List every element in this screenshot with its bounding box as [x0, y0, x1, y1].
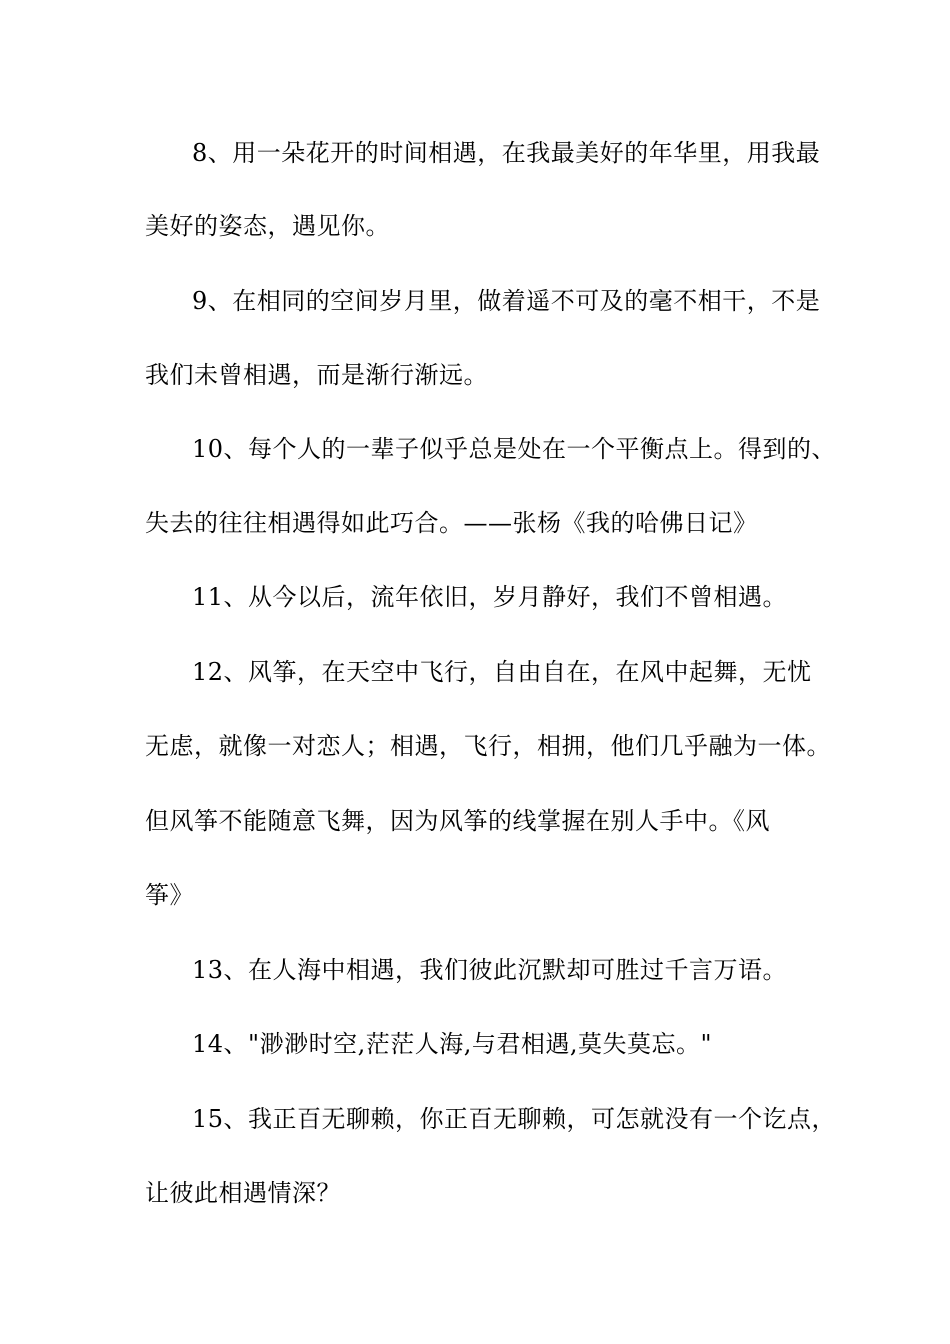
paragraph-12-line-3: 但风筝不能随意飞舞，因为风筝的线掌握在别人手中。《风	[145, 807, 770, 835]
paragraph-9-line-1: 9、在相同的空间岁月里，做着遥不可及的毫不相干，不是	[192, 287, 821, 315]
paragraph-8-line-2: 美好的姿态，遇见你。	[145, 212, 390, 240]
paragraph-9-line-2: 我们未曾相遇，而是渐行渐远。	[145, 361, 488, 389]
paragraph-13-line-1: 13、在人海中相遇，我们彼此沉默却可胜过千言万语。	[192, 956, 788, 984]
paragraph-10-line-1: 10、每个人的一辈子似乎总是处在一个平衡点上。得到的、	[192, 435, 837, 463]
paragraph-14-line-1: 14、"渺渺时空,茫茫人海,与君相遇,莫失莫忘。"	[192, 1030, 713, 1058]
paragraph-15-line-1: 15、我正百无聊赖，你正百无聊赖，可怎就没有一个讫点，	[192, 1105, 837, 1133]
paragraph-10-line-2: 失去的往往相遇得如此巧合。——张杨《我的哈佛日记》	[145, 509, 758, 537]
paragraph-12-line-4: 筝》	[145, 881, 194, 909]
paragraph-8-line-1: 8、用一朵花开的时间相遇，在我最美好的年华里，用我最	[192, 139, 821, 167]
paragraph-11-line-1: 11、从今以后，流年依旧，岁月静好，我们不曾相遇。	[192, 583, 788, 611]
paragraph-15-line-2: 让彼此相遇情深？	[145, 1179, 341, 1207]
paragraph-12-line-1: 12、风筝，在天空中飞行，自由自在，在风中起舞，无忧	[192, 658, 812, 686]
paragraph-12-line-2: 无虑，就像一对恋人；相遇，飞行，相拥，他们几乎融为一体。	[145, 732, 831, 760]
